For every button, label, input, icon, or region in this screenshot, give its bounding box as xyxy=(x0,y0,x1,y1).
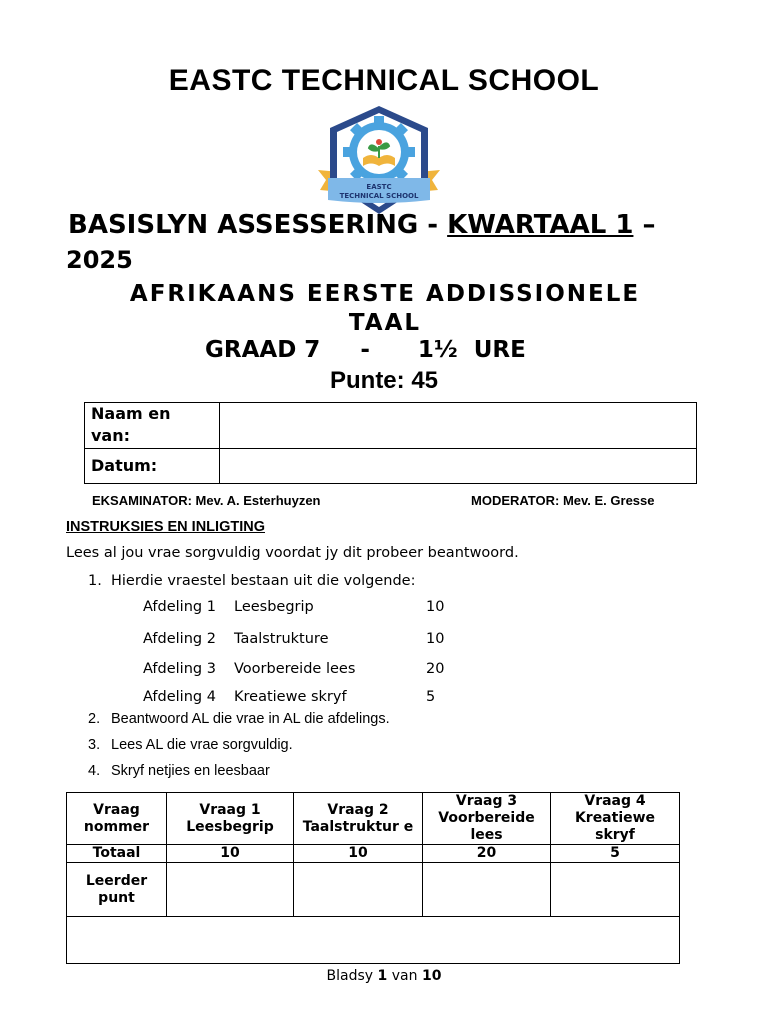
logo-text-line1: EASTC xyxy=(366,183,392,191)
table-cell: 20 xyxy=(423,845,551,863)
table-header-cell: Vraag 2 Taalstruktur e xyxy=(294,793,423,845)
table-cell: 5 xyxy=(551,845,680,863)
name-label: Naam en van: xyxy=(85,403,220,449)
assessment-prefix: BASISLYN ASSESSERING - xyxy=(68,210,448,240)
table-cell: Totaal xyxy=(67,845,167,863)
assessment-title xyxy=(68,210,656,240)
learner-score-cell[interactable] xyxy=(294,863,423,917)
table-cell: 10 xyxy=(294,845,423,863)
final-total-cell[interactable] xyxy=(67,917,680,964)
page-number: 1 xyxy=(377,968,388,984)
instruction-item: 1. Hierdie vraestel bestaan uit die volgende: xyxy=(88,573,416,589)
table-header-cell: Vraag 4 Kreatiewe skryf xyxy=(551,793,680,845)
table-cell: 10 xyxy=(167,845,294,863)
total-marks: Punte: 45 xyxy=(329,367,439,394)
date-field[interactable] xyxy=(220,449,697,484)
instructions-heading: INSTRUKSIES EN INLIGTING xyxy=(66,519,265,535)
logo-text-line2: TECHNICAL SCHOOL xyxy=(339,192,419,200)
table-header-cell: Vraag 3 Voorbereide lees xyxy=(423,793,551,845)
school-logo xyxy=(312,102,446,222)
instruction-item: 4. Skryf netjies en leesbaar xyxy=(88,763,270,779)
moderator-text: MODERATOR: Mev. E. Gresse xyxy=(471,493,655,508)
subject-title: AFRIKAANS EERSTE ADDISSIONELE TAAL xyxy=(129,281,641,336)
page-total: 10 xyxy=(421,968,442,984)
learner-details-table xyxy=(84,402,697,484)
table-row-final xyxy=(67,917,680,964)
table-row-total xyxy=(67,845,680,863)
date-label: Datum: xyxy=(85,449,220,484)
learner-score-cell[interactable] xyxy=(551,863,680,917)
table-header-cell: Vraag 1 Leesbegrip xyxy=(167,793,294,845)
learner-score-cell[interactable] xyxy=(423,863,551,917)
table-header-row xyxy=(67,793,680,845)
table-cell: Leerder punt xyxy=(67,863,167,917)
instruction-item: 3. Lees AL die vrae sorgvuldig. xyxy=(88,737,293,753)
assessment-dash: – xyxy=(633,210,656,240)
school-title: EASTC TECHNICAL SCHOOL xyxy=(168,64,600,97)
section-row: Afdeling 4 Kreatiewe skryf 5 xyxy=(143,689,436,705)
mark-allocation-table xyxy=(66,792,680,964)
assessment-year: 2025 xyxy=(66,246,133,274)
learner-score-cell[interactable] xyxy=(167,863,294,917)
assessment-term: KWARTAAL 1 xyxy=(447,210,634,240)
section-row: Afdeling 3 Voorbereide lees 20 xyxy=(143,661,445,677)
instructions-intro: Lees al jou vrae sorgvuldig voordat jy dit probeer beantwoord. xyxy=(66,545,519,561)
gear-icon xyxy=(343,116,415,188)
name-field[interactable] xyxy=(220,403,697,449)
instruction-item: 2. Beantwoord AL die vrae in AL die afdelings. xyxy=(88,711,390,727)
examiner-text: EKSAMINATOR: Mev. A. Esterhuyzen xyxy=(92,493,321,508)
grade-line: GRAAD 7 - 1½ URE xyxy=(205,337,526,363)
section-row: Afdeling 2 Taalstrukture 10 xyxy=(143,631,445,647)
table-row-learner xyxy=(67,863,680,917)
page-footer: Bladsy 1 van 10 xyxy=(326,968,442,984)
table-header-cell: Vraag nommer xyxy=(67,793,167,845)
section-row: Afdeling 1 Leesbegrip 10 xyxy=(143,599,445,615)
